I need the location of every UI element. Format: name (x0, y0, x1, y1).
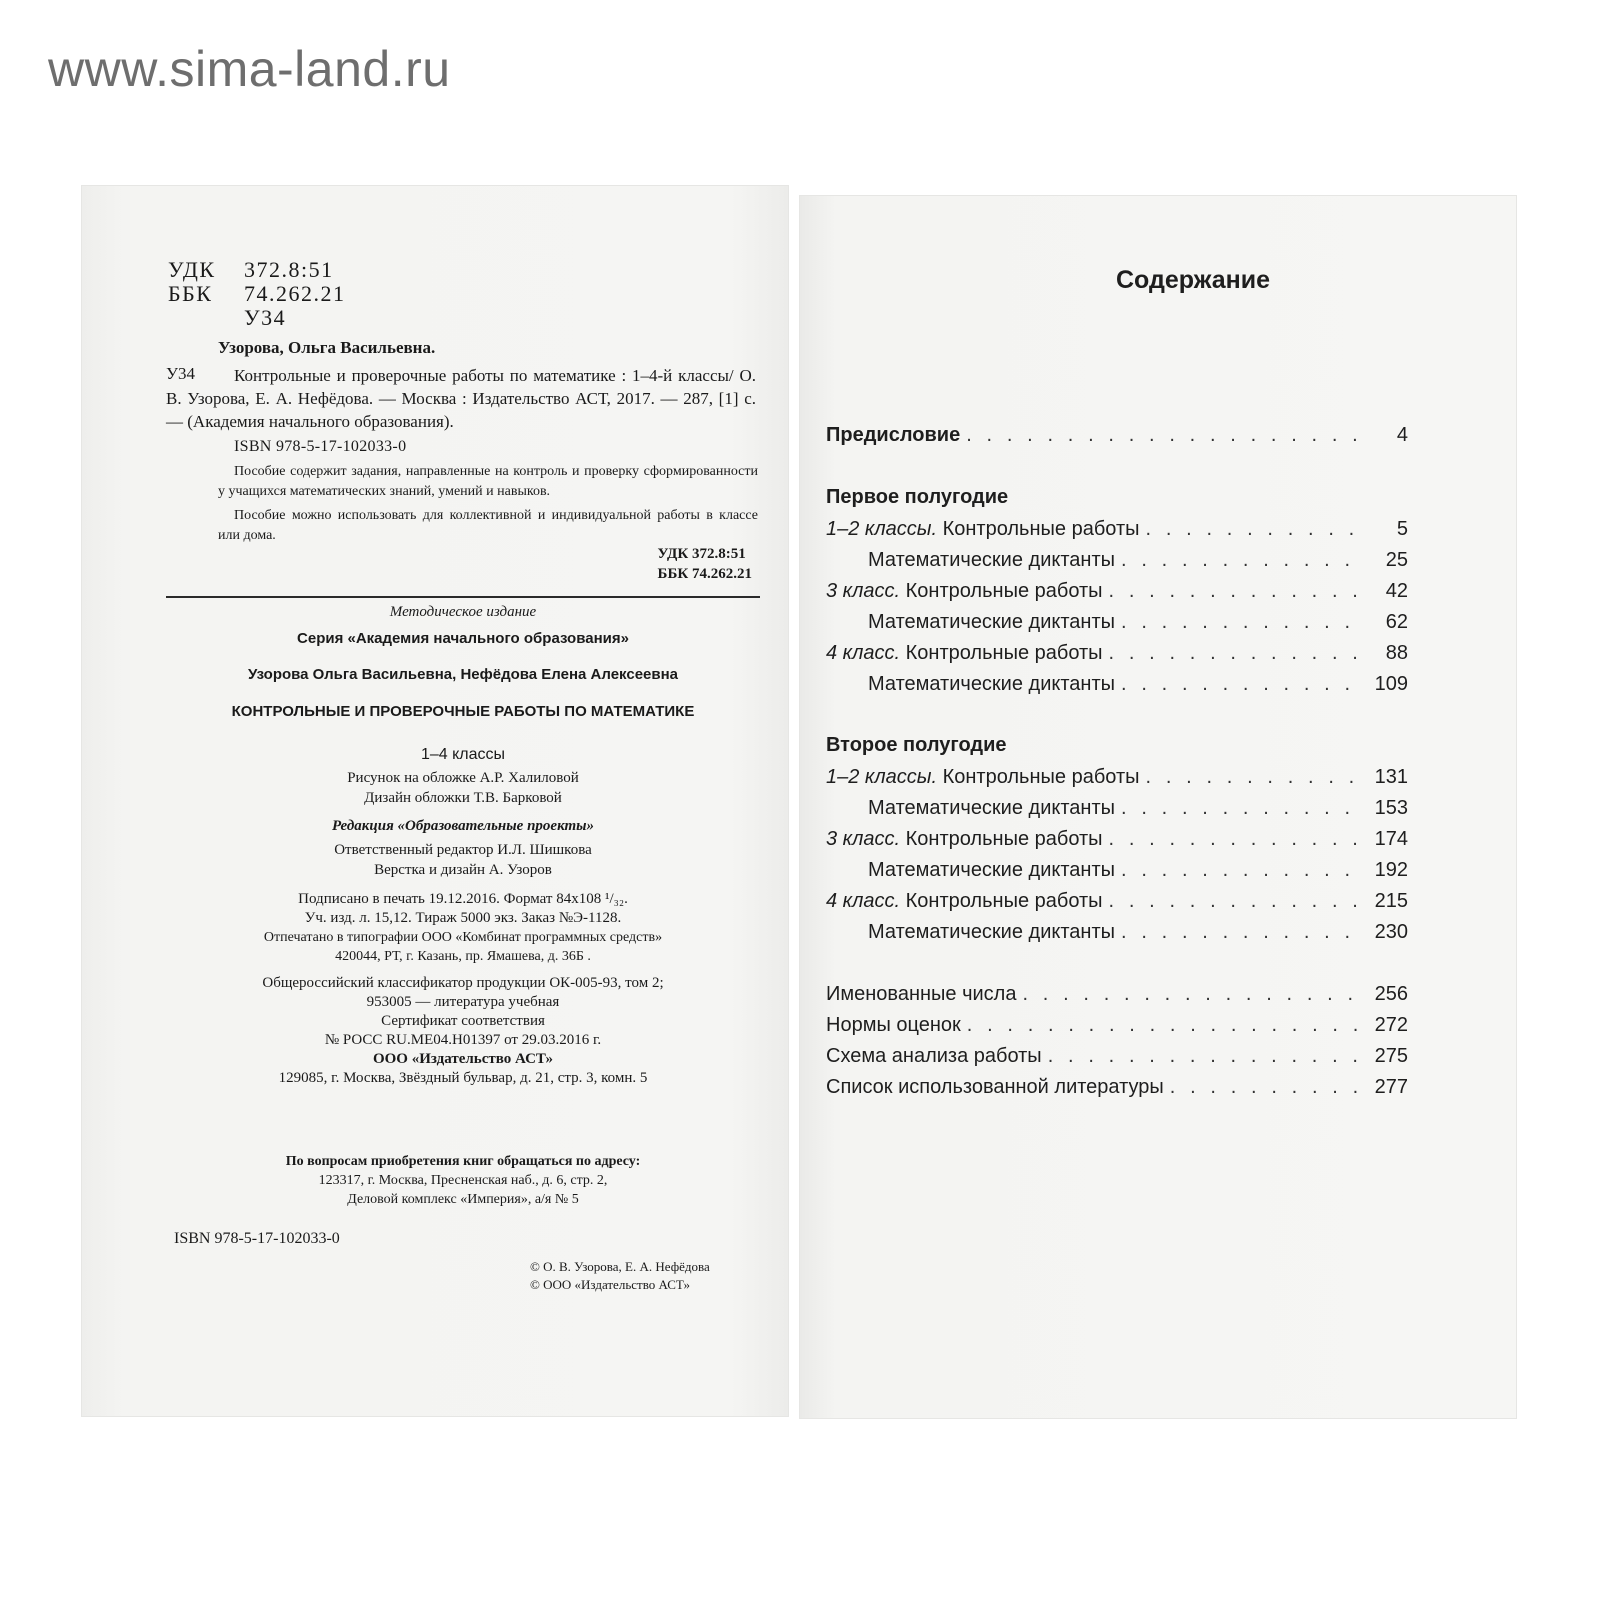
toc-leader (1121, 797, 1366, 820)
book-title: КОНТРОЛЬНЫЕ И ПРОВЕРОЧНЫЕ РАБОТЫ ПО МАТЕМАТИКЕ (231, 703, 695, 720)
toc-row-appendix-4[interactable] (826, 1076, 1408, 1099)
toc-label (826, 890, 1109, 913)
toc-label (826, 611, 1121, 634)
classification-codes-bottom (658, 544, 752, 584)
toc-grade: 3 класс. (826, 580, 901, 602)
toc-label (826, 983, 1022, 1006)
toc-label-text: Контрольные работы (937, 518, 1140, 540)
responsible-editor: Ответственный редактор И.Л. Шишкова (334, 842, 592, 858)
toc-leader (967, 1014, 1366, 1037)
left-page (82, 186, 788, 1416)
toc-grade: 4 класс. (826, 890, 901, 912)
toc-leader (966, 424, 1366, 447)
toc-label-text: Контрольные работы (900, 890, 1103, 912)
toc-label-text: Контрольные работы (937, 766, 1140, 788)
side-author-mark: У34 (166, 364, 196, 383)
publisher-address: 129085, г. Москва, Звёздный бульвар, д. 21, стр. 3, комн. 5 (278, 1070, 648, 1086)
toc-leader (1121, 549, 1366, 572)
imprint-line: 953005 — литература учебная (366, 994, 560, 1010)
toc-row-second-half-2[interactable] (826, 797, 1408, 820)
bbk-label: ББК (168, 281, 213, 306)
copyright (530, 1258, 710, 1294)
udk-value: 372.8:51 (244, 257, 334, 282)
toc-section-first-half: Первое полугодие (826, 486, 1009, 508)
toc-label-text: Нормы оценок (826, 1014, 961, 1036)
classification-codes (168, 258, 346, 330)
toc-row-first-half-5[interactable] (826, 642, 1408, 665)
toc-page: 4 (1396, 424, 1408, 446)
toc-leader (1121, 859, 1366, 882)
toc-label-text: Контрольные работы (900, 642, 1103, 664)
layout-credit: Верстка и дизайн А. Узоров (374, 862, 552, 878)
toc-label (826, 580, 1109, 603)
toc-leader (1109, 580, 1366, 603)
toc-label-text: Список использованной литературы (826, 1076, 1164, 1098)
cover-design-credit: Дизайн обложки Т.В. Барковой (364, 790, 562, 806)
toc-row-second-half-4[interactable] (826, 859, 1408, 882)
editorial-office: Редакция «Образовательные проекты» (331, 818, 595, 834)
toc-label-text: Математические диктанты (868, 797, 1115, 819)
toc-row-second-half-3[interactable] (826, 828, 1408, 851)
toc-label (826, 1045, 1048, 1068)
toc-label: Предисловие (826, 424, 961, 446)
toc-row-first-half-2[interactable] (826, 549, 1408, 572)
toc-row-appendix-2[interactable] (826, 1014, 1408, 1037)
author-mark: У34 (244, 305, 287, 330)
toc-row-first-half-6[interactable] (826, 673, 1408, 696)
toc-label (826, 1076, 1170, 1099)
toc-label (826, 828, 1109, 851)
purchase-line: По вопросам приобретения книг обращаться по адресу: (285, 1154, 641, 1169)
udk-label: УДК (168, 257, 216, 282)
isbn-bottom: ISBN 978-5-17-102033-0 (174, 1230, 340, 1247)
edition-type: Методическое издание (389, 604, 537, 620)
cover-art-credit: Рисунок на обложке А.Р. Халиловой (347, 770, 579, 786)
toc-page: 256 (1374, 983, 1408, 1005)
toc-label-text: Именованные числа (826, 983, 1017, 1005)
imprint-line: Сертификат соответствия (381, 1013, 545, 1029)
toc-leader (1121, 921, 1366, 944)
right-page (800, 196, 1516, 1418)
toc-label-text: Математические диктанты (868, 921, 1115, 943)
site-watermark: www.sima-land.ru (48, 41, 451, 97)
toc-grade: 1–2 классы. (826, 766, 938, 788)
toc-row-appendix-3[interactable] (826, 1045, 1408, 1068)
imprint-block (166, 890, 760, 1088)
publisher-name: ООО «Издательство АСТ» (372, 1051, 554, 1067)
toc-page: 109 (1374, 673, 1408, 695)
toc-section-second-half: Второе полугодие (826, 734, 1007, 756)
toc-page: 62 (1385, 611, 1408, 633)
copyright-line: © ООО «Издательство АСТ» (530, 1277, 691, 1292)
toc-page: 230 (1374, 921, 1408, 943)
toc-page: 272 (1374, 1014, 1408, 1036)
annotation-paragraph: Пособие можно использовать для коллективной и индивидуальной работы в классе или дома. (218, 508, 758, 543)
toc-page: 275 (1374, 1045, 1408, 1067)
toc-row-first-half-4[interactable] (826, 611, 1408, 634)
toc-page: 88 (1385, 642, 1408, 664)
imprint-line: Уч. изд. л. 15,12. Тираж 5000 экз. Заказ №Э-1128. (304, 910, 622, 926)
toc-page: 277 (1374, 1076, 1408, 1098)
toc-leader (1146, 518, 1367, 541)
udk-bottom: УДК 372.8:51 (657, 546, 746, 562)
toc-page: 153 (1374, 797, 1408, 819)
purchase-line: Деловой комплекс «Империя», а/я № 5 (347, 1192, 579, 1207)
toc-leader (1022, 983, 1366, 1006)
toc-label-text: Математические диктанты (868, 549, 1115, 571)
toc-label (826, 1014, 967, 1037)
divider-line (166, 596, 760, 598)
toc-label-text: Контрольные работы (900, 580, 1103, 602)
purchase-info (166, 1152, 760, 1209)
toc-leader (1146, 766, 1367, 789)
toc-page: 25 (1385, 549, 1408, 571)
toc-page: 192 (1374, 859, 1408, 881)
toc-leader (1170, 1076, 1366, 1099)
toc-row-appendix-1[interactable] (826, 983, 1408, 1006)
bbk-value: 74.262.21 (244, 281, 346, 306)
toc-label-text: Контрольные работы (900, 828, 1103, 850)
toc-page: 5 (1396, 518, 1408, 540)
toc-label-text: Схема анализа работы (826, 1045, 1042, 1067)
toc-title: Содержание (1115, 266, 1271, 294)
toc-label-text: Математические диктанты (868, 859, 1115, 881)
author-heading: Узорова, Ольга Васильевна. (218, 338, 436, 357)
grades: 1–4 классы (420, 746, 506, 763)
imprint-line: № РОСС RU.МЕ04.Н01397 от 29.03.2016 г. (324, 1032, 602, 1048)
toc-page: 215 (1374, 890, 1408, 912)
toc-label (826, 797, 1121, 820)
toc-leader (1048, 1045, 1366, 1068)
toc-label (826, 518, 1146, 541)
toc-leader (1109, 828, 1366, 851)
bbk-bottom: ББК 74.262.21 (657, 566, 752, 582)
toc-row-first-half-1[interactable] (826, 518, 1408, 541)
authors-full: Узорова Ольга Васильевна, Нефёдова Елена Алексеевна (247, 666, 679, 683)
toc-label (826, 673, 1121, 696)
toc-label (826, 921, 1121, 944)
toc-row-second-half-1[interactable] (826, 766, 1408, 789)
toc-page: 131 (1374, 766, 1408, 788)
toc-label-text: Математические диктанты (868, 673, 1115, 695)
toc-leader (1109, 890, 1366, 913)
toc-leader (1121, 673, 1366, 696)
toc-label (826, 549, 1121, 572)
toc-row-preface[interactable] (826, 424, 1408, 447)
imprint-line: 420044, РТ, г. Казань, пр. Ямашева, д. 36Б . (335, 949, 591, 964)
toc-page: 42 (1385, 580, 1408, 602)
toc-page: 174 (1374, 828, 1408, 850)
toc-grade: 1–2 классы. (826, 518, 938, 540)
purchase-line: 123317, г. Москва, Пресненская наб., д. 6, стр. 2, (318, 1173, 608, 1188)
annotation (218, 462, 758, 550)
toc-grade: 4 класс. (826, 642, 901, 664)
toc-label (826, 859, 1121, 882)
toc-label (826, 642, 1109, 665)
annotation-paragraph: Пособие содержит задания, направленные на контроль и проверку сформированности у учащихся математических знаний, умений и навыков. (218, 464, 758, 499)
imprint-line: Отпечатано в типографии ООО «Комбинат программных средств» (263, 930, 663, 945)
imprint-line: Подписано в печать 19.12.2016. Формат 84x108 ¹/₃₂. (298, 891, 628, 907)
copyright-line: © О. В. Узорова, Е. А. Нефёдова (530, 1259, 710, 1274)
series-name: Серия «Академия начального образования» (297, 630, 629, 647)
toc-leader (1121, 611, 1366, 634)
toc-row-second-half-5[interactable] (826, 890, 1408, 913)
bibliographic-record: Контрольные и проверочные работы по математике : 1–4-й классы/ О. В. Узорова, Е. А. Нефёдова. — Москва : Издательство АСТ, 2017. — 287, [1] с. — (Академия начального образования). (166, 366, 756, 431)
toc-label-text: Математические диктанты (868, 611, 1115, 633)
isbn-top: ISBN 978-5-17-102033-0 (234, 438, 407, 455)
toc-row-first-half-3[interactable] (826, 580, 1408, 603)
toc-row-second-half-6[interactable] (826, 921, 1408, 944)
imprint-line: Общероссийский классификатор продукции ОК-005-93, том 2; (262, 975, 664, 991)
toc-grade: 3 класс. (826, 828, 901, 850)
toc-label (826, 766, 1146, 789)
toc-leader (1109, 642, 1366, 665)
